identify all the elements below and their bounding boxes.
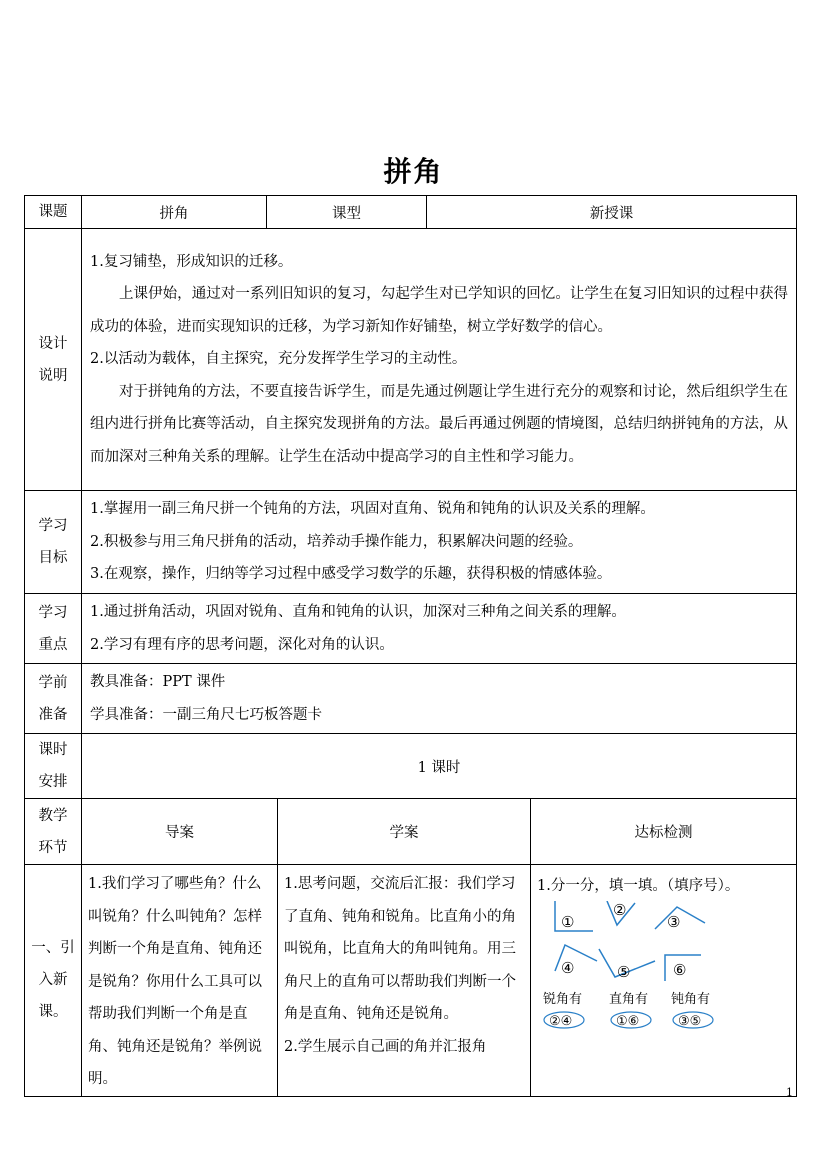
lesson-plan-table: [24, 195, 797, 1097]
prep-row: [25, 664, 797, 734]
prep-item: 教具准备：PPT 课件: [90, 674, 226, 690]
design-p2-head: 2.以活动为载体，自主探究，充分发挥学生学习的主动性。: [90, 351, 467, 368]
goals-label: 学习 目标: [25, 491, 82, 594]
design-row: [25, 229, 797, 491]
prep-label: 学前 准备: [25, 664, 82, 734]
angle-number: ④: [561, 959, 575, 977]
col-study-header: 学案: [278, 799, 531, 865]
design-content: [82, 229, 797, 491]
topic-value: 拼角: [82, 196, 267, 229]
topic-row: [25, 196, 797, 229]
design-label: 设计 说明: [25, 229, 82, 491]
design-p2-body: 对于拼钝角的方法，不要直接告诉学生，而是先通过例题让学生进行充分的观察和讨论，然后组织学生在组内进行拼角比赛等活动，自主探究发现拼角的方法。最后再通过例题的情境图，总结归纳拼钝角的方法，从而加深对三种角关系的理解。让学生在活动中提高学习的自主性和学习能力。: [90, 383, 788, 465]
type-label: 课型: [267, 196, 427, 229]
page-title: 拼角: [383, 155, 444, 188]
key-item: 1.通过拼角活动，巩固对锐角、直角和钝角的认识，加深对三种角之间关系的理解。: [90, 604, 626, 620]
answer-label-right: 直角有: [609, 992, 649, 1007]
intro-study: 1.思考问题，交流后汇报：我们学习了直角、钝角和锐角。比直角小的角叫锐角，比直角大的角叫钝角。用三角尺上的直角可以帮助我们判断一个角是直角、钝角还是锐角。 2.学生展示自己画的角并汇报角: [278, 865, 531, 1097]
type-value: 新授课: [427, 196, 797, 229]
key-content: [82, 594, 797, 664]
design-p1-head: 1.复习铺垫，形成知识的迁移。: [90, 253, 293, 270]
key-item: 2.学习有理有序的思考问题，深化对角的认识。: [90, 636, 394, 653]
intro-guide: 1.我们学习了哪些角？什么叫锐角？什么叫钝角？怎样判断一个角是直角、钝角还是锐角？你用什么工具可以帮助我们判断一个角是直角、钝角还是锐角？举例说明。: [82, 865, 278, 1097]
topic-label: 课题: [25, 196, 82, 229]
intro-row: [25, 865, 797, 1097]
col-check-header: 达标检测: [531, 799, 797, 865]
angle-number: ①: [561, 913, 575, 931]
answer-label-acute: 锐角有: [543, 992, 583, 1007]
goal-item: 1.掌握用一副三角尺拼一个钝角的方法，巩固对直角、锐角和钝角的认识及关系的理解。: [90, 501, 655, 518]
phase-header-row: [25, 799, 797, 865]
angle-figures: [543, 901, 723, 1031]
angle-number: ②: [613, 901, 627, 919]
page-number: 1: [786, 1086, 793, 1099]
answer-right: ①⑥: [616, 1014, 640, 1029]
goal-item: 2.积极参与用三角尺拼角的活动，培养动手操作能力，积累解决问题的经验。: [90, 533, 583, 550]
intro-label: 一、引 入新 课。: [25, 865, 82, 1097]
goals-row: [25, 491, 797, 594]
prep-content: [82, 664, 797, 734]
schedule-label: 课时 安排: [25, 734, 82, 799]
check-title: 1.分一分，填一填。（填序号）。: [537, 878, 740, 894]
schedule-row: [25, 734, 797, 799]
goals-content: [82, 491, 797, 594]
design-p1-body: 上课伊始，通过对一系列旧知识的复习，勾起学生对已学知识的回忆。让学生在复习旧知识的过程中获得成功的体验，进而实现知识的迁移，为学习新知作好铺垫，树立学好数学的信心。: [90, 286, 788, 335]
schedule-value: 1 课时: [82, 734, 797, 799]
key-label: 学习 重点: [25, 594, 82, 664]
prep-item: 学具准备：一副三角尺七巧板答题卡: [90, 706, 322, 723]
angle-number: ⑥: [673, 961, 687, 979]
col-guide-header: 导案: [82, 799, 278, 865]
angle-number: ③: [667, 913, 681, 931]
intro-check: [531, 865, 797, 1097]
phase-label: 教学 环节: [25, 799, 82, 865]
answer-label-obtuse: 钝角有: [671, 992, 711, 1007]
answer-acute: ②④: [549, 1014, 573, 1029]
angle-number: ⑤: [617, 963, 631, 981]
goal-item: 3.在观察，操作，归纳等学习过程中感受学习数学的乐趣，获得积极的情感体验。: [90, 566, 612, 583]
key-row: [25, 594, 797, 664]
answer-obtuse: ③⑤: [678, 1014, 702, 1029]
